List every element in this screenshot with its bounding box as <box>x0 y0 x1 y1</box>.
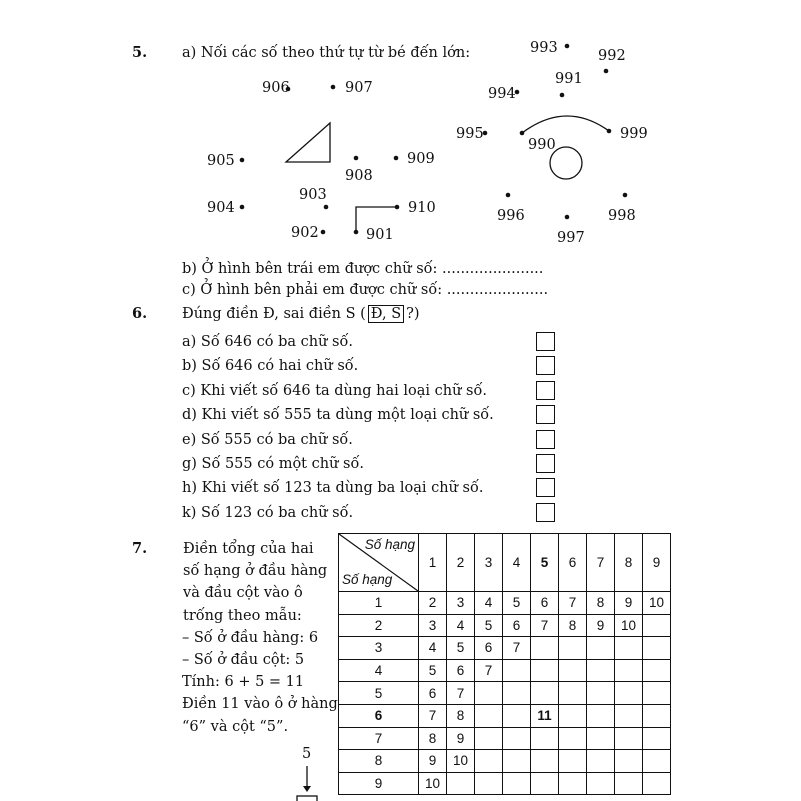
sum-cell: 9 <box>587 614 615 637</box>
point-label: 996 <box>497 208 525 224</box>
sum-cell: 6 <box>447 659 475 682</box>
sum-cell: 3 <box>447 592 475 615</box>
sum-cell[interactable] <box>587 772 615 795</box>
row-header: 2 <box>339 614 419 637</box>
answer-checkbox[interactable] <box>536 478 555 497</box>
table-row <box>339 592 671 615</box>
sum-cell[interactable] <box>615 704 643 727</box>
sum-cell[interactable] <box>643 637 671 660</box>
table-row <box>339 772 671 795</box>
column-header: 3 <box>475 534 503 592</box>
exercise-5-number: 5. <box>132 44 148 61</box>
point-label: 992 <box>598 48 626 64</box>
sum-cell: 9 <box>419 750 447 773</box>
sum-cell: 6 <box>503 614 531 637</box>
sum-cell[interactable] <box>531 727 559 750</box>
sum-cell[interactable] <box>615 637 643 660</box>
statement-item: c) Khi viết số 646 ta dùng hai loại chữ số. <box>182 382 487 399</box>
instruction-line: số hạng ở đầu hàng <box>183 563 328 580</box>
sum-cell: 6 <box>419 682 447 705</box>
row-header: 7 <box>339 727 419 750</box>
prompt-text: Đúng điền Đ, sai điền S ( <box>182 306 366 322</box>
sum-cell: 9 <box>447 727 475 750</box>
point-label: 906 <box>262 80 290 96</box>
sum-cell[interactable] <box>587 704 615 727</box>
column-header: 2 <box>447 534 475 592</box>
row-header: 1 <box>339 592 419 615</box>
sum-cell[interactable] <box>503 682 531 705</box>
sum-cell[interactable] <box>475 772 503 795</box>
sum-cell: 10 <box>615 614 643 637</box>
point-label: 999 <box>620 126 648 142</box>
column-header: 6 <box>559 534 587 592</box>
point-label: 908 <box>345 168 373 184</box>
header-left-label: Số hạng <box>342 572 393 587</box>
sum-cell[interactable] <box>475 727 503 750</box>
row-header: 9 <box>339 772 419 795</box>
point-label: 903 <box>299 187 327 203</box>
sum-cell[interactable] <box>559 637 587 660</box>
sum-cell: 6 <box>475 637 503 660</box>
sum-cell: 10 <box>419 772 447 795</box>
instruction-line: – Số ở đầu cột: 5 <box>182 652 305 668</box>
sum-cell: 7 <box>419 704 447 727</box>
exercise-5b: b) Ở hình bên trái em được chữ số: ...................... <box>182 261 544 277</box>
sum-cell: 3 <box>419 614 447 637</box>
column-header: 9 <box>643 534 671 592</box>
row-header: 6 <box>339 704 419 727</box>
sum-cell: 8 <box>587 592 615 615</box>
sum-cell[interactable] <box>615 772 643 795</box>
exercise-6-number: 6. <box>132 305 148 322</box>
boxed-answer-key: Đ, S <box>368 305 404 323</box>
point-label: 991 <box>555 71 583 87</box>
sum-cell[interactable] <box>587 750 615 773</box>
point-label: 994 <box>488 86 516 102</box>
answer-checkbox[interactable] <box>536 332 555 351</box>
point-label: 909 <box>407 151 435 167</box>
answer-checkbox[interactable] <box>536 503 555 522</box>
sum-cell: 9 <box>615 592 643 615</box>
point-label: 998 <box>608 208 636 224</box>
point-label: 902 <box>291 225 319 241</box>
sum-cell: 7 <box>447 682 475 705</box>
sum-cell: 10 <box>643 592 671 615</box>
point-label: 993 <box>530 40 558 56</box>
instruction-line: Điền 11 vào ô ở hàng <box>182 696 338 713</box>
sum-cell[interactable] <box>531 659 559 682</box>
statement-item: d) Khi viết số 555 ta dùng một loại chữ số. <box>182 407 494 424</box>
sum-cell[interactable] <box>559 750 587 773</box>
sum-cell[interactable] <box>503 704 531 727</box>
sum-cell[interactable] <box>531 637 559 660</box>
sum-cell[interactable] <box>587 727 615 750</box>
sum-cell[interactable] <box>615 682 643 705</box>
triangle-shape <box>286 123 330 162</box>
sum-cell[interactable] <box>643 727 671 750</box>
sum-cell[interactable] <box>615 750 643 773</box>
sum-cell: 7 <box>475 659 503 682</box>
sum-cell[interactable] <box>643 750 671 773</box>
table-row <box>339 614 671 637</box>
sum-cell[interactable] <box>643 659 671 682</box>
answer-checkbox[interactable] <box>536 405 555 424</box>
instruction-line: Điền tổng của hai <box>183 541 314 557</box>
statement-item: k) Số 123 có ba chữ số. <box>182 504 354 521</box>
sum-cell: 5 <box>475 614 503 637</box>
sum-cell: 5 <box>419 659 447 682</box>
point-label: 997 <box>557 230 585 246</box>
point-label: 904 <box>207 200 235 216</box>
row-header: 5 <box>339 682 419 705</box>
sum-cell[interactable] <box>559 704 587 727</box>
corner-header-cell <box>339 534 419 592</box>
statement-item: a) Số 646 có ba chữ số. <box>182 334 353 350</box>
sum-cell: 8 <box>559 614 587 637</box>
sum-cell: 5 <box>447 637 475 660</box>
exercise-5c: c) Ở hình bên phải em được chữ số: ...................... <box>182 282 549 298</box>
sum-cell[interactable] <box>559 727 587 750</box>
instruction-line: và đầu cột vào ô <box>183 585 303 602</box>
sum-cell[interactable] <box>503 750 531 773</box>
row-header: 3 <box>339 637 419 660</box>
sum-cell[interactable] <box>447 772 475 795</box>
prompt-end: ?) <box>406 306 420 322</box>
table-row <box>339 750 671 773</box>
sum-cell[interactable] <box>587 659 615 682</box>
table-row <box>339 682 671 705</box>
sum-cell: 8 <box>419 727 447 750</box>
table-row <box>339 637 671 660</box>
sum-cell: 11 <box>531 704 559 727</box>
exercise-6-prompt <box>182 306 420 322</box>
statement-item: b) Số 646 có hai chữ số. <box>182 358 359 375</box>
sum-cell: 7 <box>531 614 559 637</box>
answer-checkbox[interactable] <box>536 430 555 449</box>
sum-cell: 4 <box>419 637 447 660</box>
answer-box <box>297 796 317 801</box>
row-header: 8 <box>339 750 419 773</box>
sum-cell: 4 <box>447 614 475 637</box>
sum-cell: 8 <box>447 704 475 727</box>
statement-item: h) Khi viết số 123 ta dùng ba loại chữ số. <box>182 480 484 497</box>
answer-checkbox[interactable] <box>536 381 555 400</box>
sum-cell[interactable] <box>503 727 531 750</box>
sum-cell[interactable] <box>531 772 559 795</box>
sum-cell[interactable] <box>475 682 503 705</box>
sum-cell[interactable] <box>587 682 615 705</box>
sum-cell[interactable] <box>503 772 531 795</box>
answer-checkbox[interactable] <box>536 356 555 375</box>
answer-checkbox[interactable] <box>536 454 555 473</box>
sum-cell[interactable] <box>615 659 643 682</box>
sum-cell: 2 <box>419 592 447 615</box>
arc-line <box>522 116 609 133</box>
instruction-line: “6” và cột “5”. <box>182 718 289 735</box>
point-label: 990 <box>528 137 556 153</box>
table-row <box>339 727 671 750</box>
statement-item: g) Số 555 có một chữ số. <box>182 456 364 472</box>
sum-cell[interactable] <box>587 637 615 660</box>
instruction-line: – Số ở đầu hàng: 6 <box>182 629 319 646</box>
column-header: 8 <box>615 534 643 592</box>
sum-cell: 4 <box>475 592 503 615</box>
sum-cell[interactable] <box>503 659 531 682</box>
sum-cell[interactable] <box>531 750 559 773</box>
point-label: 907 <box>345 80 373 96</box>
sum-cell: 7 <box>503 637 531 660</box>
header-top-label: Số hạng <box>364 537 415 552</box>
column-header: 1 <box>419 534 447 592</box>
row-header: 4 <box>339 659 419 682</box>
sum-cell: 10 <box>447 750 475 773</box>
sum-cell: 7 <box>559 592 587 615</box>
sum-cell: 5 <box>503 592 531 615</box>
statement-item: e) Số 555 có ba chữ số. <box>182 431 353 448</box>
column-header: 4 <box>503 534 531 592</box>
point-label: 995 <box>456 126 484 142</box>
sum-cell[interactable] <box>615 727 643 750</box>
sum-cell[interactable] <box>643 772 671 795</box>
sum-cell[interactable] <box>475 750 503 773</box>
table-row <box>339 659 671 682</box>
column-header: 5 <box>531 534 559 592</box>
instruction-line: Tính: 6 + 5 = 11 <box>182 674 305 691</box>
sum-cell[interactable] <box>643 614 671 637</box>
addition-table <box>338 533 671 795</box>
sum-cell[interactable] <box>643 704 671 727</box>
sum-cell[interactable] <box>531 682 559 705</box>
sum-cell[interactable] <box>559 659 587 682</box>
arrow-label: 5 <box>302 746 312 762</box>
exercise-7-number: 7. <box>132 540 148 557</box>
point-label: 901 <box>366 227 394 243</box>
point-label: 905 <box>207 153 235 169</box>
instruction-line: trống theo mẫu: <box>183 607 302 624</box>
sum-cell[interactable] <box>559 772 587 795</box>
sum-cell[interactable] <box>559 682 587 705</box>
sum-cell: 6 <box>531 592 559 615</box>
sum-cell[interactable] <box>643 682 671 705</box>
table-row <box>339 704 671 727</box>
point-label: 910 <box>408 200 436 216</box>
column-header: 7 <box>587 534 615 592</box>
sum-cell[interactable] <box>475 704 503 727</box>
exercise-5-prompt: a) Nối các số theo thứ tự từ bé đến lớn: <box>182 45 471 61</box>
